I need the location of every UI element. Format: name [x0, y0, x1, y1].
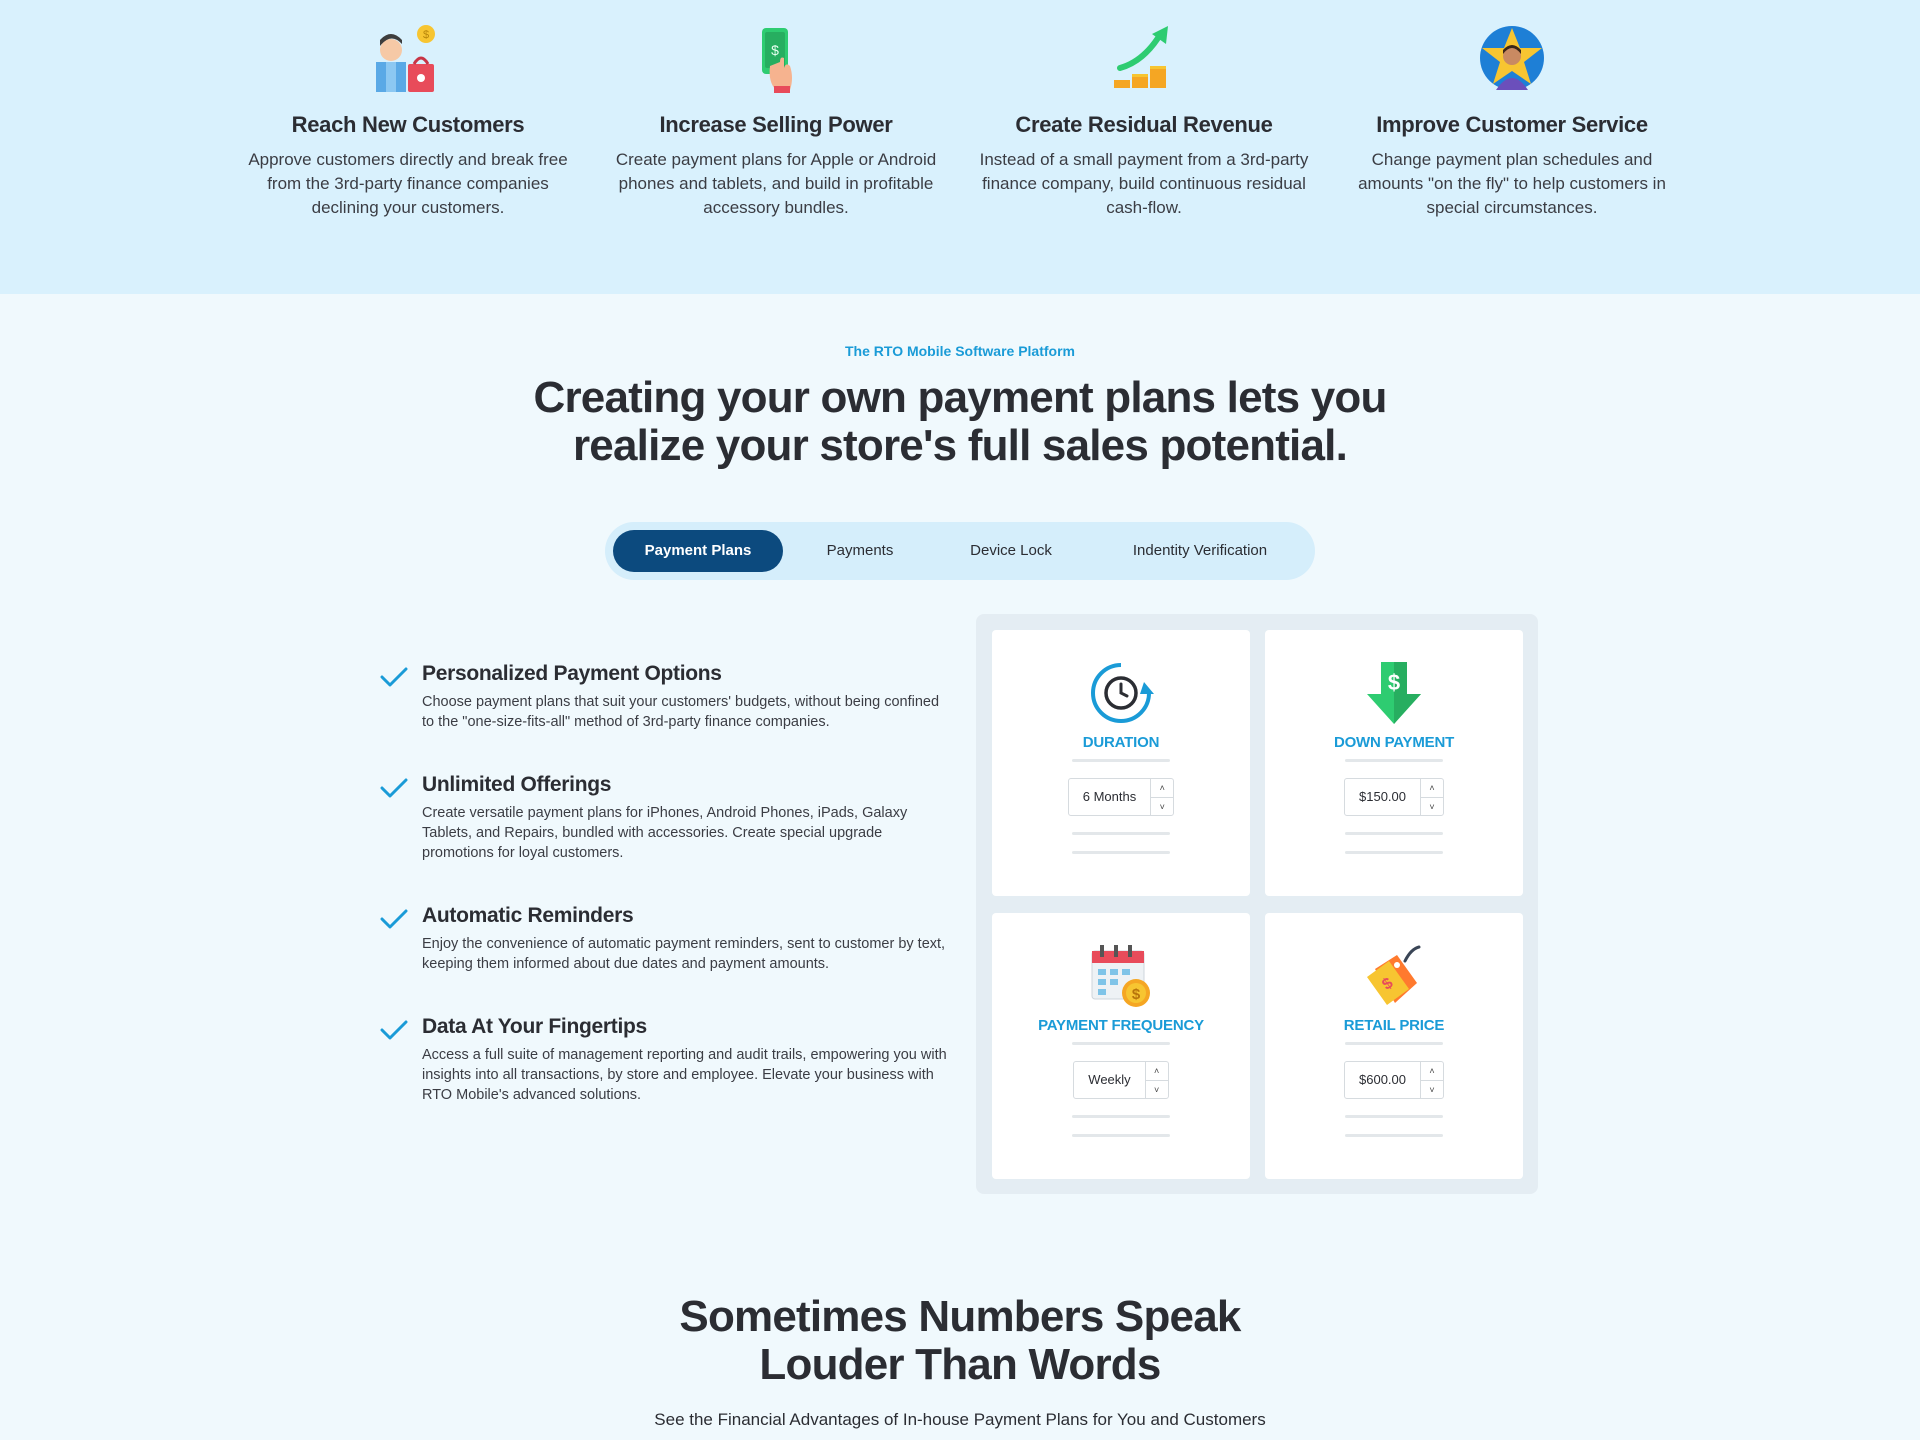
retail-price-panel [1265, 913, 1523, 1179]
retail-price-value[interactable]: $600.00 [1345, 1062, 1421, 1098]
payment-frequency-stepper[interactable] [1073, 1061, 1168, 1099]
feature-title: Data At Your Fingertips [422, 1015, 647, 1038]
feature-tabs [605, 522, 1315, 580]
numbers-title-line-2: Louder Than Words [759, 1340, 1161, 1389]
star-agent-icon [1476, 22, 1548, 94]
clock-icon [1088, 660, 1154, 726]
stepper-arrows [1421, 1062, 1443, 1098]
phone-hand-icon [740, 22, 812, 94]
headline-line-2: realize your store's full sales potential. [572, 421, 1348, 470]
benefit-title: Increase Selling Power [659, 112, 893, 137]
duration-value[interactable]: 6 Months [1069, 779, 1151, 815]
down-payment-icon [1361, 660, 1427, 726]
feature-unlimited-offerings [380, 773, 950, 863]
price-tag-icon [1361, 943, 1427, 1009]
feature-data-at-your-fingertips [380, 1015, 950, 1105]
svg-text:$: $ [1379, 974, 1397, 994]
stepper-arrows [1421, 779, 1443, 815]
svg-text:$: $ [1387, 670, 1401, 695]
divider [1345, 759, 1443, 762]
svg-text:$: $ [422, 29, 430, 41]
numbers-title-line-1: Sometimes Numbers Speak [679, 1292, 1241, 1341]
payment-frequency-panel [992, 913, 1250, 1179]
divider [1345, 1115, 1443, 1118]
benefit-increase-selling-power [606, 22, 946, 220]
divider [1072, 1134, 1170, 1137]
stepper-arrows [1151, 779, 1173, 815]
check-icon [380, 666, 408, 688]
headline-line-1: Creating your own payment plans lets you [533, 373, 1387, 422]
retail-price-stepper[interactable] [1344, 1061, 1444, 1099]
benefit-improve-customer-service [1342, 22, 1682, 220]
benefit-title: Reach New Customers [291, 112, 525, 137]
divider [1072, 759, 1170, 762]
chevron-up-icon[interactable]: ˄ [1429, 1066, 1435, 1076]
chevron-down-icon[interactable]: ˅ [1421, 1080, 1443, 1099]
feature-automatic-reminders [380, 904, 950, 974]
benefit-create-residual-revenue [974, 22, 1314, 220]
chevron-up-icon[interactable]: ˄ [1429, 783, 1435, 793]
chevron-down-icon[interactable]: ˅ [1151, 797, 1173, 816]
chevron-down-icon[interactable]: ˅ [1146, 1080, 1168, 1099]
benefit-title: Create Residual Revenue [1015, 112, 1273, 137]
section-eyebrow: The RTO Mobile Software Platform [845, 343, 1075, 359]
feature-list [380, 662, 950, 1146]
divider [1072, 1042, 1170, 1045]
chevron-up-icon[interactable]: ˄ [1154, 1066, 1160, 1076]
feature-title: Personalized Payment Options [422, 662, 722, 685]
numbers-title [0, 1293, 1920, 1389]
shopper-icon [372, 22, 444, 94]
revenue-growth-icon [1108, 22, 1180, 94]
feature-text: Access a full suite of management reporting and audit trails, empowering you with insights into all transactions, by store and employee. Elevate your business with RTO Mobile's advanced solutions. [422, 1047, 947, 1103]
check-icon [380, 777, 408, 799]
tab-identity-verification[interactable]: Indentity Verification [1132, 542, 1268, 559]
numbers-subtitle: See the Financial Advantages of In-house Payment Plans for You and Customers [654, 1410, 1266, 1429]
divider [1345, 832, 1443, 835]
feature-text: Choose payment plans that suit your customers' budgets, without being confined to the "one-size-fits-all" method of 3rd-party finance companies. [422, 694, 940, 730]
divider [1072, 832, 1170, 835]
feature-text: Enjoy the convenience of automatic payment reminders, sent to customer by text, keeping them informed about due dates and payment amounts. [422, 936, 946, 972]
tab-payment-plans[interactable]: Payment Plans [613, 530, 783, 572]
benefit-title: Improve Customer Service [1376, 112, 1648, 137]
down-payment-stepper[interactable] [1344, 778, 1444, 816]
duration-panel [992, 630, 1250, 896]
benefit-text: Change payment plan schedules and amounts "on the fly" to help customers in special circumstances. [1358, 150, 1666, 217]
down-payment-label: DOWN PAYMENT [1333, 734, 1455, 751]
payment-frequency-label: PAYMENT FREQUENCY [1038, 1017, 1204, 1034]
divider [1345, 851, 1443, 854]
check-icon [380, 908, 408, 930]
duration-stepper[interactable] [1068, 778, 1174, 816]
section-headline [0, 374, 1920, 470]
divider [1345, 1134, 1443, 1137]
calendar-coin-icon [1088, 943, 1154, 1009]
benefit-reach-new-customers [238, 22, 578, 220]
benefit-text: Approve customers directly and break free from the 3rd-party finance companies declining your customers. [248, 150, 568, 217]
chevron-up-icon[interactable]: ˄ [1159, 783, 1165, 793]
feature-title: Automatic Reminders [422, 904, 634, 927]
benefits-band [0, 0, 1920, 294]
payment-plan-calculator [976, 614, 1538, 1194]
divider [1072, 851, 1170, 854]
stepper-arrows [1146, 1062, 1168, 1098]
retail-price-label: RETAIL PRICE [1343, 1017, 1445, 1034]
tab-payments[interactable]: Payments [826, 542, 894, 559]
payment-frequency-value[interactable]: Weekly [1074, 1062, 1145, 1098]
feature-personalized-payment-options [380, 662, 950, 732]
tab-device-lock[interactable]: Device Lock [970, 542, 1052, 559]
feature-text: Create versatile payment plans for iPhones, Android Phones, iPads, Galaxy Tablets, and Repairs, bundled with accessories. Create special upgrade promotions for loyal customers. [422, 805, 908, 861]
feature-title: Unlimited Offerings [422, 773, 612, 796]
benefit-text: Create payment plans for Apple or Android phones and tablets, and build in profitable accessory bundles. [615, 150, 937, 217]
divider [1345, 1042, 1443, 1045]
divider [1072, 1115, 1170, 1118]
down-payment-panel [1265, 630, 1523, 896]
down-payment-value[interactable]: $150.00 [1345, 779, 1421, 815]
duration-label: DURATION [1082, 734, 1160, 751]
svg-text:$: $ [1131, 986, 1141, 1003]
chevron-down-icon[interactable]: ˅ [1421, 797, 1443, 816]
benefit-text: Instead of a small payment from a 3rd-party finance company, build continuous residual cash-flow. [979, 150, 1309, 217]
check-icon [380, 1019, 408, 1041]
svg-text:$: $ [771, 42, 779, 58]
